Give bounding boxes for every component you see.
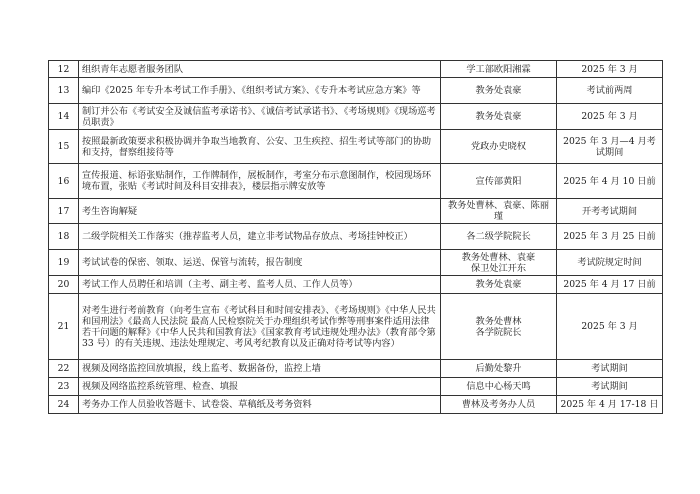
owner-cell: 宣传部黄阳 [441,164,557,199]
row-number: 20 [49,276,79,294]
task-cell: 二级学院相关工作落实（推荐监考人员，建立非考试物品存放点、考场挂钟校正） [79,224,441,250]
table-row [49,360,663,378]
time-cell: 考试期间 [557,378,663,396]
task-cell: 按照最新政策要求积极协调并争取当地教育、公安、卫生疾控、招生考试等部门的协助和支持，督察组接待等 [79,130,441,164]
work-schedule-table [48,60,663,414]
owner-cell: 教务处袁豪 [441,104,557,130]
time-cell: 考试前两周 [557,78,663,104]
owner-cell: 教务处曹林 各学院院长 [441,294,557,360]
task-cell: 考生咨询解疑 [79,199,441,224]
table-row [49,199,663,224]
table-row [49,276,663,294]
task-cell: 制订并公布《考试安全及诚信监考承诺书》、《诚信考试承诺书》、《考场规则》《现场巡考员职责》 [79,104,441,130]
time-cell: 2025 年 3 月 [557,104,663,130]
table-row [49,250,663,276]
row-number: 21 [49,294,79,360]
table-row [49,130,663,164]
row-number: 12 [49,61,79,78]
time-cell: 考试期间 [557,360,663,378]
owner-cell: 教务处袁豪 [441,276,557,294]
row-number: 24 [49,396,79,414]
table-row [49,164,663,199]
owner-cell: 曹林及考务办人员 [441,396,557,414]
table-row [49,378,663,396]
row-number: 17 [49,199,79,224]
task-cell: 对考生进行考前教育（向考生宣布《考试科目和时间安排表》、《考场规则》《中华人民共和国刑法》《最高人民法院 最高人民检察院关于办理组织考试作弊等刑事案件适用法律若干问题的解释》《中华人民共和国教育法》《国家教育考试违规处理办法》（教育部令第 33 号）的有关违规、违法处理规定、考风考纪教育以及正确对待考试等内容） [79,294,441,360]
owner-cell: 教务处曹林、袁豪、陈丽瑾 [441,199,557,224]
task-cell: 组织青年志愿者服务团队 [79,61,441,78]
table-row [49,78,663,104]
time-cell: 2025 年 4 月 10 日前 [557,164,663,199]
time-cell: 2025 年 3 月 [557,294,663,360]
owner-cell: 教务处袁豪 [441,78,557,104]
time-cell: 2025 年 3 月—4 月考试期间 [557,130,663,164]
time-cell: 2025 年 3 月 [557,61,663,78]
owner-cell: 教务处曹林、袁豪 保卫处江开东 [441,250,557,276]
task-cell: 考务办工作人员验收答题卡、试卷袋、草稿纸及考务资料 [79,396,441,414]
row-number: 19 [49,250,79,276]
row-number: 23 [49,378,79,396]
row-number: 18 [49,224,79,250]
task-cell: 编印《2025 年专升本考试工作手册》、《组织考试方案》、《专升本考试应急方案》等 [79,78,441,104]
table-row [49,294,663,360]
owner-cell: 学工部欧阳湘霖 [441,61,557,78]
owner-cell: 各二级学院院长 [441,224,557,250]
owner-cell: 后勤处黎升 [441,360,557,378]
task-cell: 视频及网络监控系统管理、检查、填报 [79,378,441,396]
row-number: 13 [49,78,79,104]
task-cell: 考试试卷的保密、领取、运送、保管与流转，报告制度 [79,250,441,276]
row-number: 14 [49,104,79,130]
table-row [49,224,663,250]
task-cell: 视频及网络监控回放填报，线上监考、数据备份，监控上墙 [79,360,441,378]
time-cell: 2025 年 3 月 25 日前 [557,224,663,250]
row-number: 22 [49,360,79,378]
row-number: 16 [49,164,79,199]
time-cell: 考试院规定时间 [557,250,663,276]
task-cell: 考试工作人员聘任和培训（主考、副主考、监考人员、工作人员等） [79,276,441,294]
table-row [49,396,663,414]
row-number: 15 [49,130,79,164]
owner-cell: 信息中心杨天鸣 [441,378,557,396]
table-row [49,61,663,78]
table-row [49,104,663,130]
owner-cell: 党政办史晓权 [441,130,557,164]
time-cell: 2025 年 4 月 17-18 日 [557,396,663,414]
time-cell: 开考考试期间 [557,199,663,224]
task-cell: 宣传报道、标语张贴制作，工作牌制作，展板制作，考室分布示意图制作，校园现场环境布置，张贴《考试时间及科目安排表》，楼层指示牌安放等 [79,164,441,199]
time-cell: 2025 年 4 月 17 日前 [557,276,663,294]
